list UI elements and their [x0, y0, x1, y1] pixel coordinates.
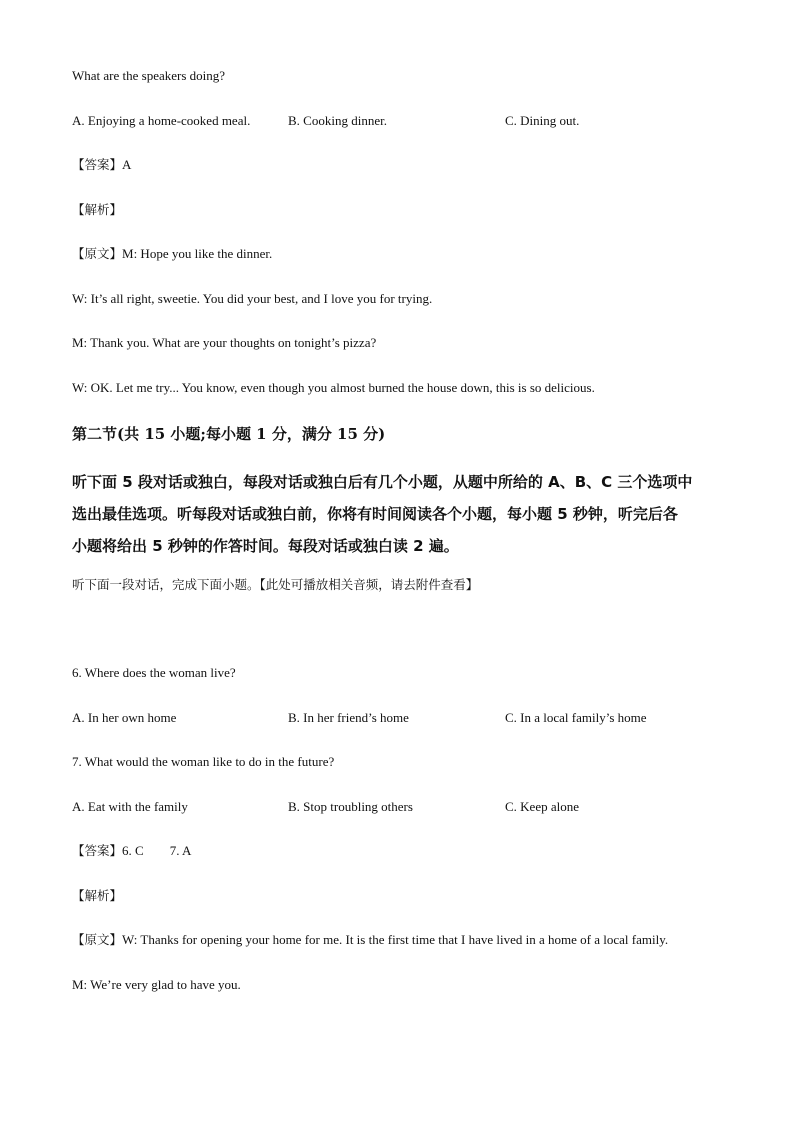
transcript-text: M: Hope you like the dinner.: [122, 246, 273, 261]
answer-value: A: [122, 157, 132, 172]
transcript-line: W: It’s all right, sweetie. You did your best, and I love you for trying.: [72, 291, 433, 306]
listening-prompt: 听下面一段对话，完成下面小题。【此处可播放相关音频，请去附件查看】: [72, 577, 479, 592]
transcript-label: 【原文】: [72, 246, 123, 261]
answer-line: [72, 843, 191, 859]
question-text: What are the speakers doing?: [72, 68, 226, 83]
option-b: B. Cooking dinner.: [288, 113, 387, 128]
instruction-line: 听下面 5 段对话或独白，每段对话或独白后有几个小题，从题中所给的 A、B、C 三个选项中: [72, 473, 693, 491]
section-instructions: [72, 466, 732, 562]
instruction-line: 选出最佳选项。听每段对话或独白前，你将有时间阅读各个小题，每小题 5 秒钟，听完后各: [72, 505, 678, 523]
option-a: A. Enjoying a home-cooked meal.: [72, 113, 251, 128]
section-title: 第二节(共 15 小题;每小题 1 分，满分 15 分): [72, 425, 386, 443]
option-c: C. Dining out.: [505, 113, 580, 128]
answer-line: [72, 157, 131, 173]
question-text: 7. What would the woman like to do in the future?: [72, 754, 335, 769]
option-a: A. Eat with the family: [72, 799, 188, 814]
option-c: C. In a local family’s home: [505, 710, 647, 725]
transcript-text: W: Thanks for opening your home for me. It is the first time that I have lived in a home of a local family.: [122, 932, 669, 947]
transcript-line: W: OK. Let me try... You know, even though you almost burned the house down, this is so delicious.: [72, 380, 595, 395]
answer-label: 【答案】: [72, 157, 123, 172]
question-text: 6. Where does the woman live?: [72, 665, 236, 680]
option-b: B. In her friend’s home: [288, 710, 409, 725]
transcript-label: 【原文】: [72, 932, 123, 947]
transcript-line: M: Thank you. What are your thoughts on tonight’s pizza?: [72, 335, 377, 350]
instruction-line: 小题将给出 5 秒钟的作答时间。每段对话或独白读 2 遍。: [72, 537, 459, 555]
answer-value: 6. C: [122, 843, 144, 858]
transcript-line: M: We’re very glad to have you.: [72, 977, 241, 992]
analysis-label-text: 【解析】: [72, 888, 123, 903]
analysis-label: [72, 888, 122, 904]
answer-label: 【答案】: [72, 843, 123, 858]
analysis-label: [72, 202, 122, 218]
transcript-line: [72, 932, 668, 948]
option-a: A. In her own home: [72, 710, 177, 725]
option-b: B. Stop troubling others: [288, 799, 413, 814]
transcript-line: [72, 246, 272, 262]
answer-value: 7. A: [169, 843, 192, 858]
option-c: C. Keep alone: [505, 799, 580, 814]
analysis-label-text: 【解析】: [72, 202, 123, 217]
